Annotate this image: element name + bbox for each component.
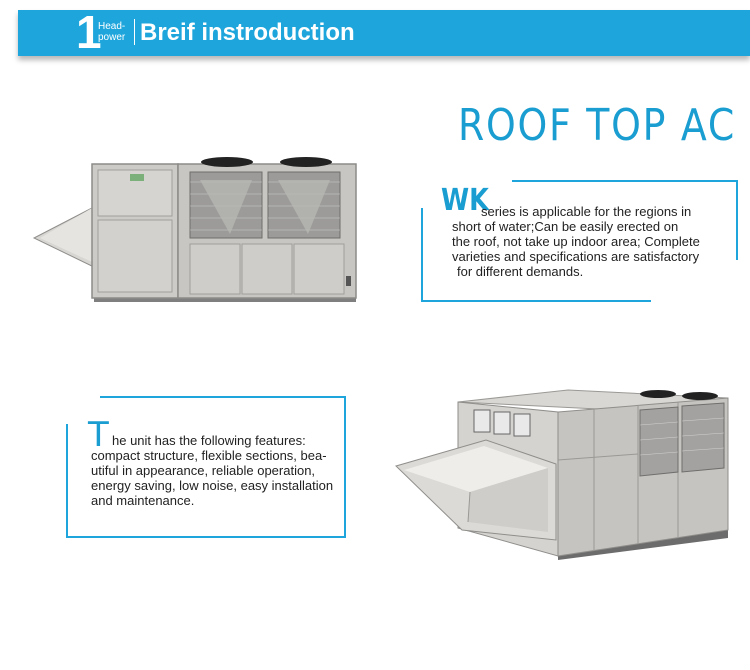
headpower-line2: power <box>98 32 126 43</box>
box2-line-4: energy saving, low noise, easy installation <box>91 478 334 493</box>
section-number: 1 <box>76 6 102 58</box>
box1-right-line <box>736 180 738 260</box>
header-banner <box>18 6 750 58</box>
box1-bottom-line <box>421 300 651 302</box>
headpower-line1: Head- <box>98 21 126 32</box>
box1-left-line <box>421 208 423 302</box>
box2-line-5: and maintenance. <box>91 493 195 508</box>
rooftop-unit-angled-image <box>388 380 738 570</box>
box1-line-4: varieties and specifications are satisfactory <box>452 249 700 264</box>
box2-top-line <box>100 396 346 398</box>
section-title: Breif instroduction <box>140 19 355 46</box>
rooftop-unit-front-image <box>30 150 360 305</box>
box2-right-line <box>344 396 346 538</box>
box2-line-3: utiful in appearance, reliable operation, <box>91 463 316 478</box>
box1-line-1: series is applicable for the regions in <box>481 204 692 219</box>
header-separator <box>134 19 135 45</box>
box1-initial: WK <box>441 183 489 218</box>
box2-line-1: he unit has the following features: <box>112 433 306 448</box>
box2-bottom-line <box>66 536 346 538</box>
product-heading: ROOF TOP AC <box>458 100 736 151</box>
box1-top-line <box>512 180 738 182</box>
box1-line-5: for different demands. <box>457 264 584 279</box>
box2-left-line <box>66 424 68 538</box>
box1-line-2: short of water;Can be easily erected on <box>452 219 679 234</box>
headpower-label <box>98 21 138 43</box>
box2-initial: T <box>88 415 109 455</box>
box1-line-3: the roof, not take up indoor area; Complete <box>452 234 700 249</box>
box2-line-2: compact structure, flexible sections, bea- <box>91 448 327 463</box>
